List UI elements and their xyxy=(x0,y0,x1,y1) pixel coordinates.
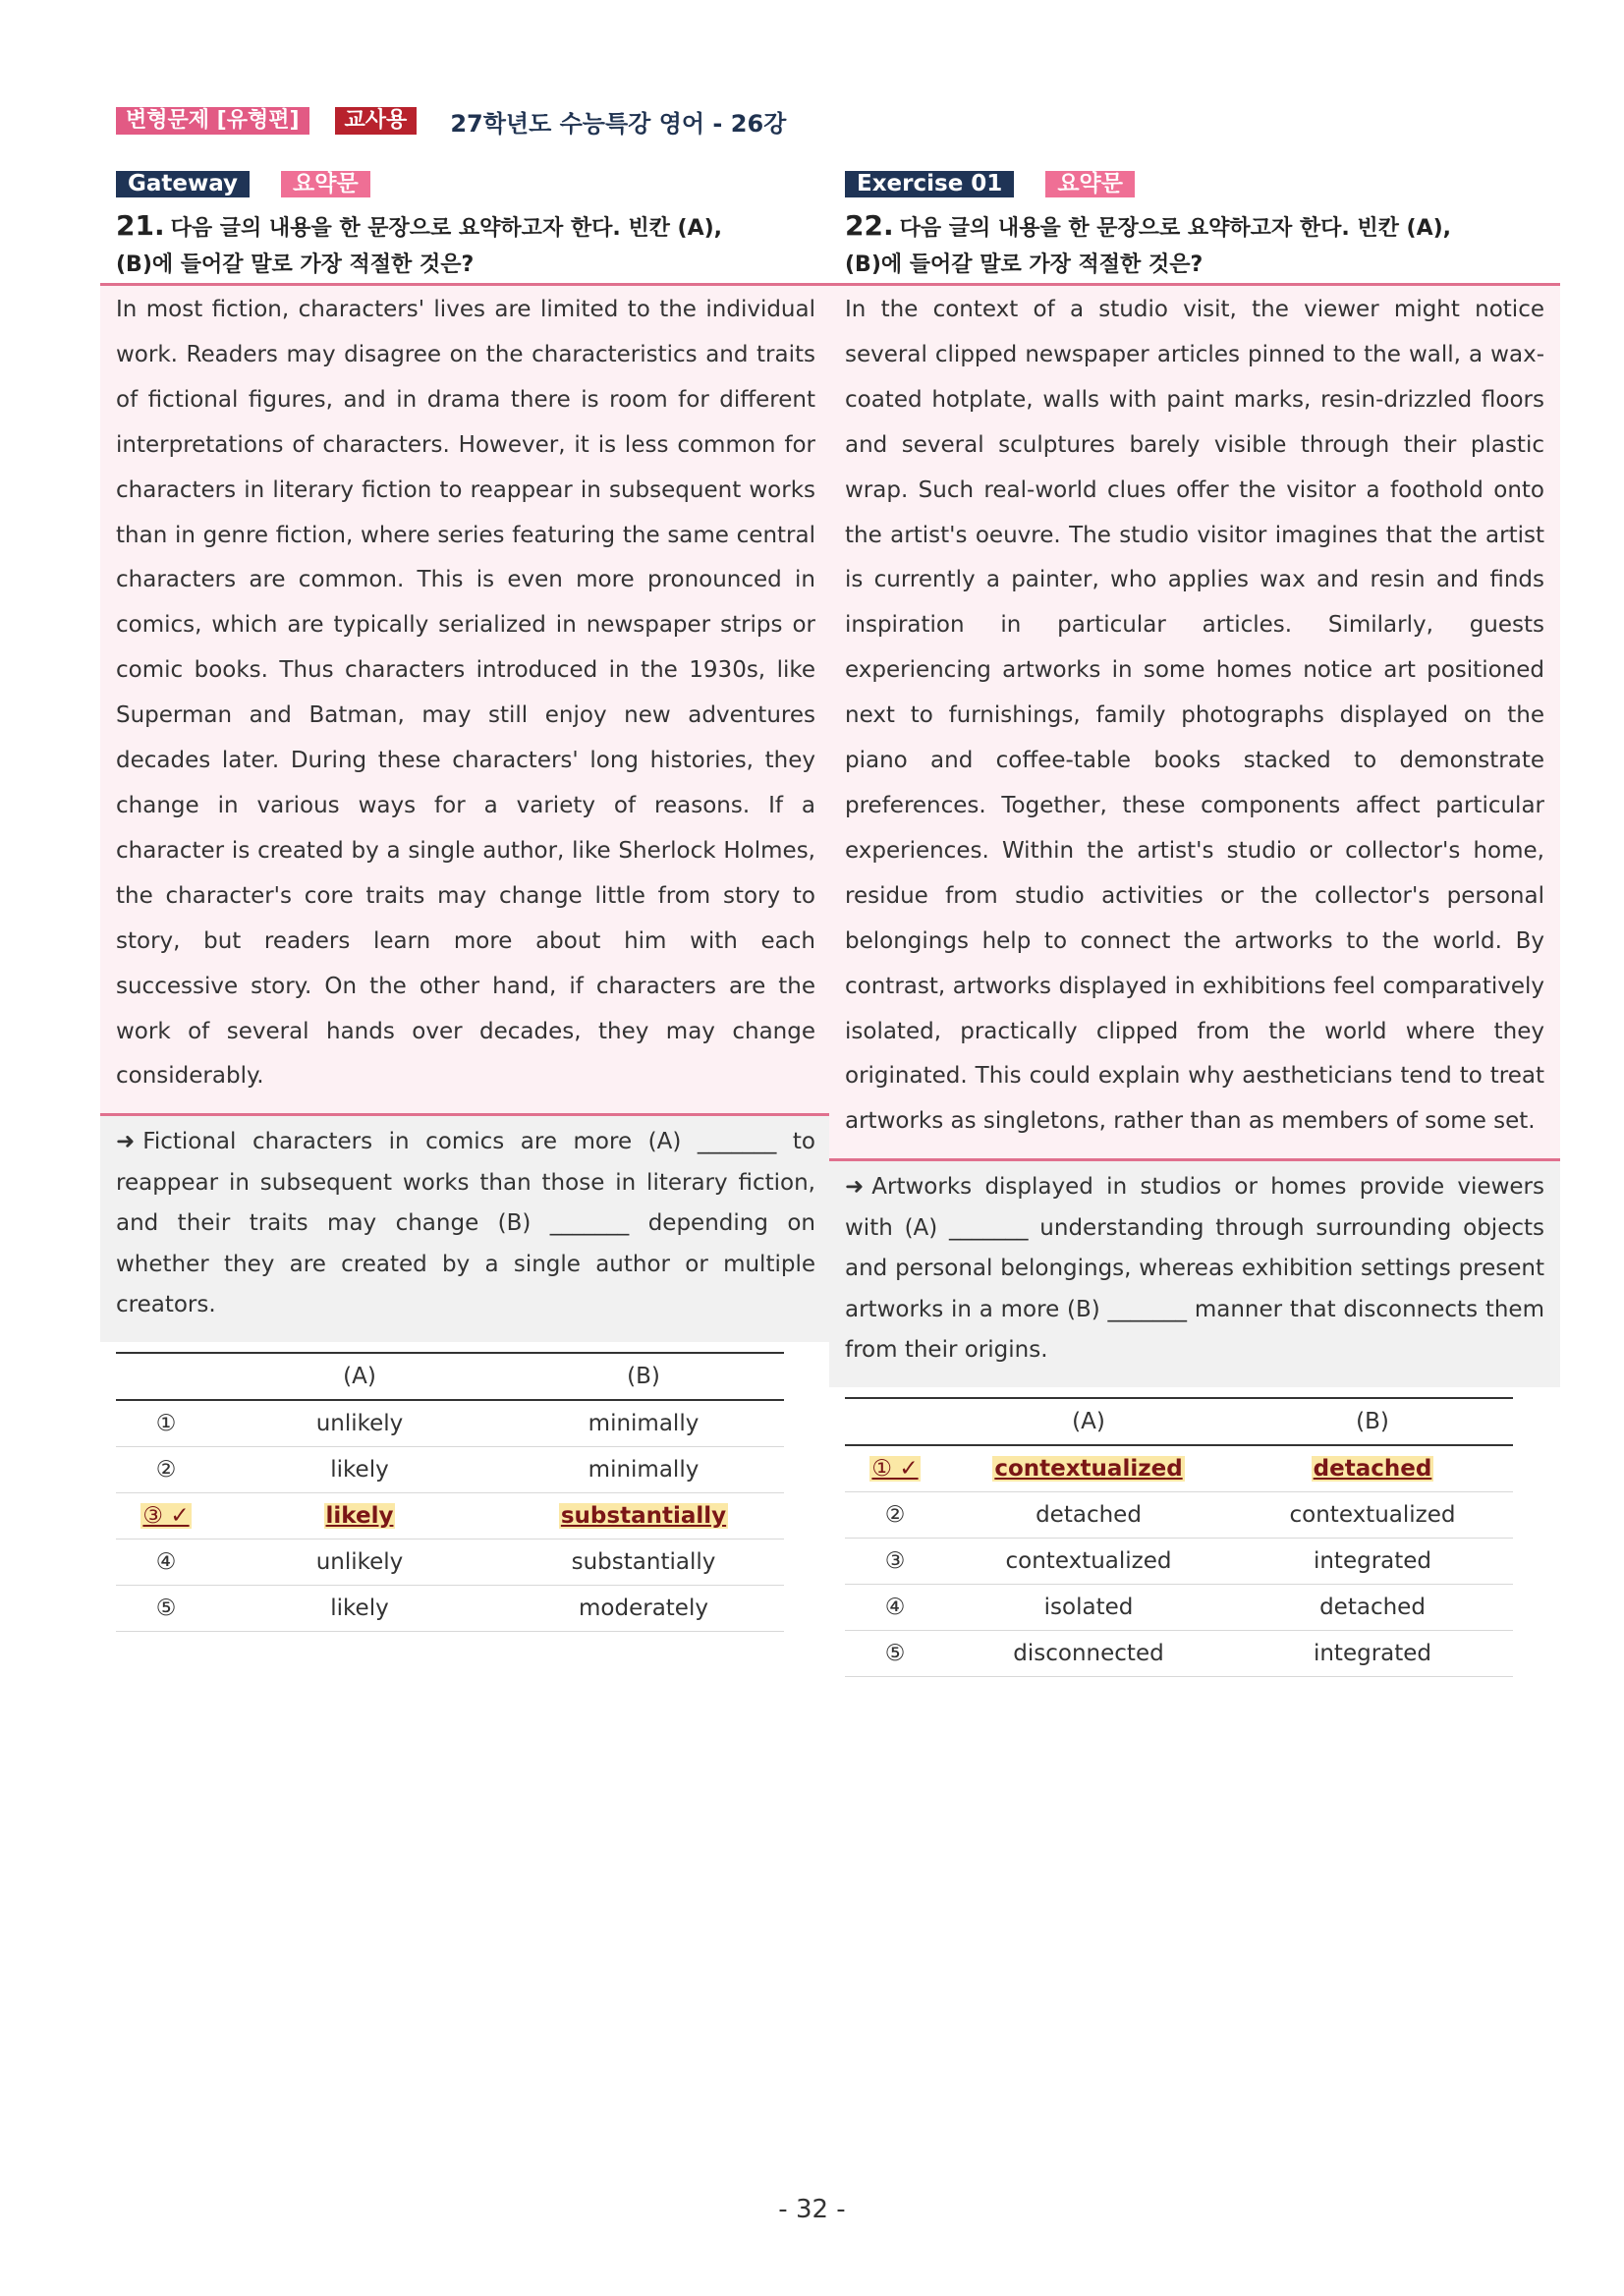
table-row[interactable] xyxy=(116,1585,784,1631)
choice-a: disconnected xyxy=(945,1630,1232,1676)
choice-a: likely xyxy=(216,1585,503,1631)
choice-b: integrated xyxy=(1232,1538,1513,1584)
choice-b: integrated xyxy=(1232,1630,1513,1676)
summary-text: Fictional characters in comics are more (A) _______ to reappear in subsequent works than those in literary fiction, and their traits may change (B) _______ depending on whether they are created by a single author or multiple creators. xyxy=(116,1129,815,1318)
table-header-number xyxy=(845,1398,945,1445)
table-row[interactable] xyxy=(845,1584,1513,1630)
choice-a: likely xyxy=(325,1502,394,1529)
right-column xyxy=(845,170,1544,1677)
choice-b: detached xyxy=(1232,1584,1513,1630)
choice-b: minimally xyxy=(503,1446,784,1492)
choice-number: ② xyxy=(116,1446,216,1492)
question-text-line1: 다음 글의 내용을 한 문장으로 요약하고자 한다. 빈칸 (A), xyxy=(170,216,723,241)
arrow-icon: ➜ xyxy=(116,1129,136,1155)
left-column xyxy=(116,170,815,1632)
summary-box xyxy=(100,1116,831,1342)
choice-a: contextualized xyxy=(945,1538,1232,1584)
summary-box xyxy=(829,1161,1560,1387)
choice-number: ③ ✓ xyxy=(142,1502,190,1529)
question-text-line2: (B)에 들어갈 말로 가장 적절한 것은? xyxy=(116,252,475,277)
table-row[interactable] xyxy=(845,1491,1513,1538)
answer-choices-table xyxy=(845,1397,1513,1677)
question-type-label: 요약문 xyxy=(281,171,370,197)
choice-number: ④ xyxy=(116,1539,216,1585)
page-number: - 32 - xyxy=(778,2195,846,2224)
choice-number: ⑤ xyxy=(116,1585,216,1631)
table-row[interactable] xyxy=(116,1400,784,1447)
choice-number: ① xyxy=(116,1400,216,1447)
question-type-label: 요약문 xyxy=(1045,171,1135,197)
choice-number: ④ xyxy=(845,1584,945,1630)
choice-a: likely xyxy=(216,1446,503,1492)
table-row[interactable] xyxy=(116,1446,784,1492)
section-label: Exercise 01 xyxy=(845,171,1014,197)
table-row[interactable] xyxy=(116,1539,784,1585)
page-header xyxy=(116,104,786,138)
page-title: 27학년도 수능특강 영어 - 26강 xyxy=(450,109,787,138)
choice-b: minimally xyxy=(503,1400,784,1447)
choice-a: contextualized xyxy=(994,1455,1183,1482)
table-header-row xyxy=(845,1398,1513,1445)
table-header-a: (A) xyxy=(945,1398,1232,1445)
table-header-a: (A) xyxy=(216,1353,503,1400)
choice-number: ② xyxy=(845,1491,945,1538)
question-number: 22. xyxy=(845,209,894,242)
arrow-icon: ➜ xyxy=(845,1174,865,1201)
table-row[interactable] xyxy=(845,1630,1513,1676)
table-header-b: (B) xyxy=(1232,1398,1513,1445)
question-stem xyxy=(116,207,815,283)
choice-a: unlikely xyxy=(216,1539,503,1585)
choice-number: ③ xyxy=(845,1538,945,1584)
teacher-tag: 교사용 xyxy=(335,107,418,135)
choice-b: detached xyxy=(1313,1455,1432,1482)
table-row-correct[interactable] xyxy=(116,1492,784,1539)
table-row-correct[interactable] xyxy=(845,1445,1513,1492)
section-label: Gateway xyxy=(116,171,250,197)
section-labels xyxy=(845,170,1544,197)
table-header-row xyxy=(116,1353,784,1400)
table-header-b: (B) xyxy=(503,1353,784,1400)
type-tag: 변형문제 [유형편] xyxy=(116,107,309,135)
answer-choices-table xyxy=(116,1352,784,1632)
section-labels xyxy=(116,170,815,197)
table-header-number xyxy=(116,1353,216,1400)
choice-number: ⑤ xyxy=(845,1630,945,1676)
choice-b: substantially xyxy=(560,1502,727,1529)
question-text-line1: 다음 글의 내용을 한 문장으로 요약하고자 한다. 빈칸 (A), xyxy=(899,216,1452,241)
choice-number: ① ✓ xyxy=(871,1455,919,1482)
question-number: 21. xyxy=(116,209,165,242)
table-row[interactable] xyxy=(845,1538,1513,1584)
question-text-line2: (B)에 들어갈 말로 가장 적절한 것은? xyxy=(845,252,1204,277)
question-stem xyxy=(845,207,1544,283)
choice-a: unlikely xyxy=(216,1400,503,1447)
choice-b: moderately xyxy=(503,1585,784,1631)
choice-b: substantially xyxy=(503,1539,784,1585)
choice-b: contextualized xyxy=(1232,1491,1513,1538)
choice-a: detached xyxy=(945,1491,1232,1538)
summary-text: Artworks displayed in studios or homes provide viewers with (A) _______ understanding through surrounding objects and personal belongings, whereas exhibition settings present artworks in a more (B) _______ manner that disconnects them from their origins. xyxy=(845,1174,1544,1364)
passage-text: In the context of a studio visit, the viewer might notice several clipped newspaper articles pinned to the wall, a wax-coated hotplate, walls with paint marks, resin-drizzled floors and several sculptures barely visible through their plastic wrap. Such real-world clues offer the visitor a foothold onto the artist's oeuvre. The studio visitor imagines that the artist is currently a painter, who applies wax and resin and finds inspiration in particular articles. Similarly, guests experiencing artworks in some homes notice art positioned next to furnishings, family photographs displayed on the piano and coffee-table books stacked to demonstrate preferences. Together, these components affect particular experiences. Within the artist's studio or collector's home, residue from studio activities or the collector's personal belongings help to connect the artworks to the world. By contrast, artworks displayed in exhibitions feel comparatively isolated, practically clipped from the world where they originated. This could explain why aestheticians tend to treat artworks as singletons, rather than as members of some set. xyxy=(829,286,1560,1158)
choice-a: isolated xyxy=(945,1584,1232,1630)
passage-text: In most fiction, characters' lives are limited to the individual work. Readers may disagree on the characteristics and traits of fictional figures, and in drama there is room for different interpretations of characters. However, it is less common for characters in literary fiction to reappear in subsequent works than in genre fiction, where series featuring the same central characters are common. This is even more pronounced in comics, which are typically serialized in newspaper strips or comic books. Thus characters introduced in the 1930s, like Superman and Batman, may still enjoy new adventures decades later. During these characters' long histories, they change in various ways for a variety of reasons. If a character is created by a single author, like Sherlock Holmes, the character's core traits may change little from story to story, but readers learn more about him with each successive story. On the other hand, if characters are the work of several hands over decades, they may change considerably. xyxy=(100,286,831,1113)
